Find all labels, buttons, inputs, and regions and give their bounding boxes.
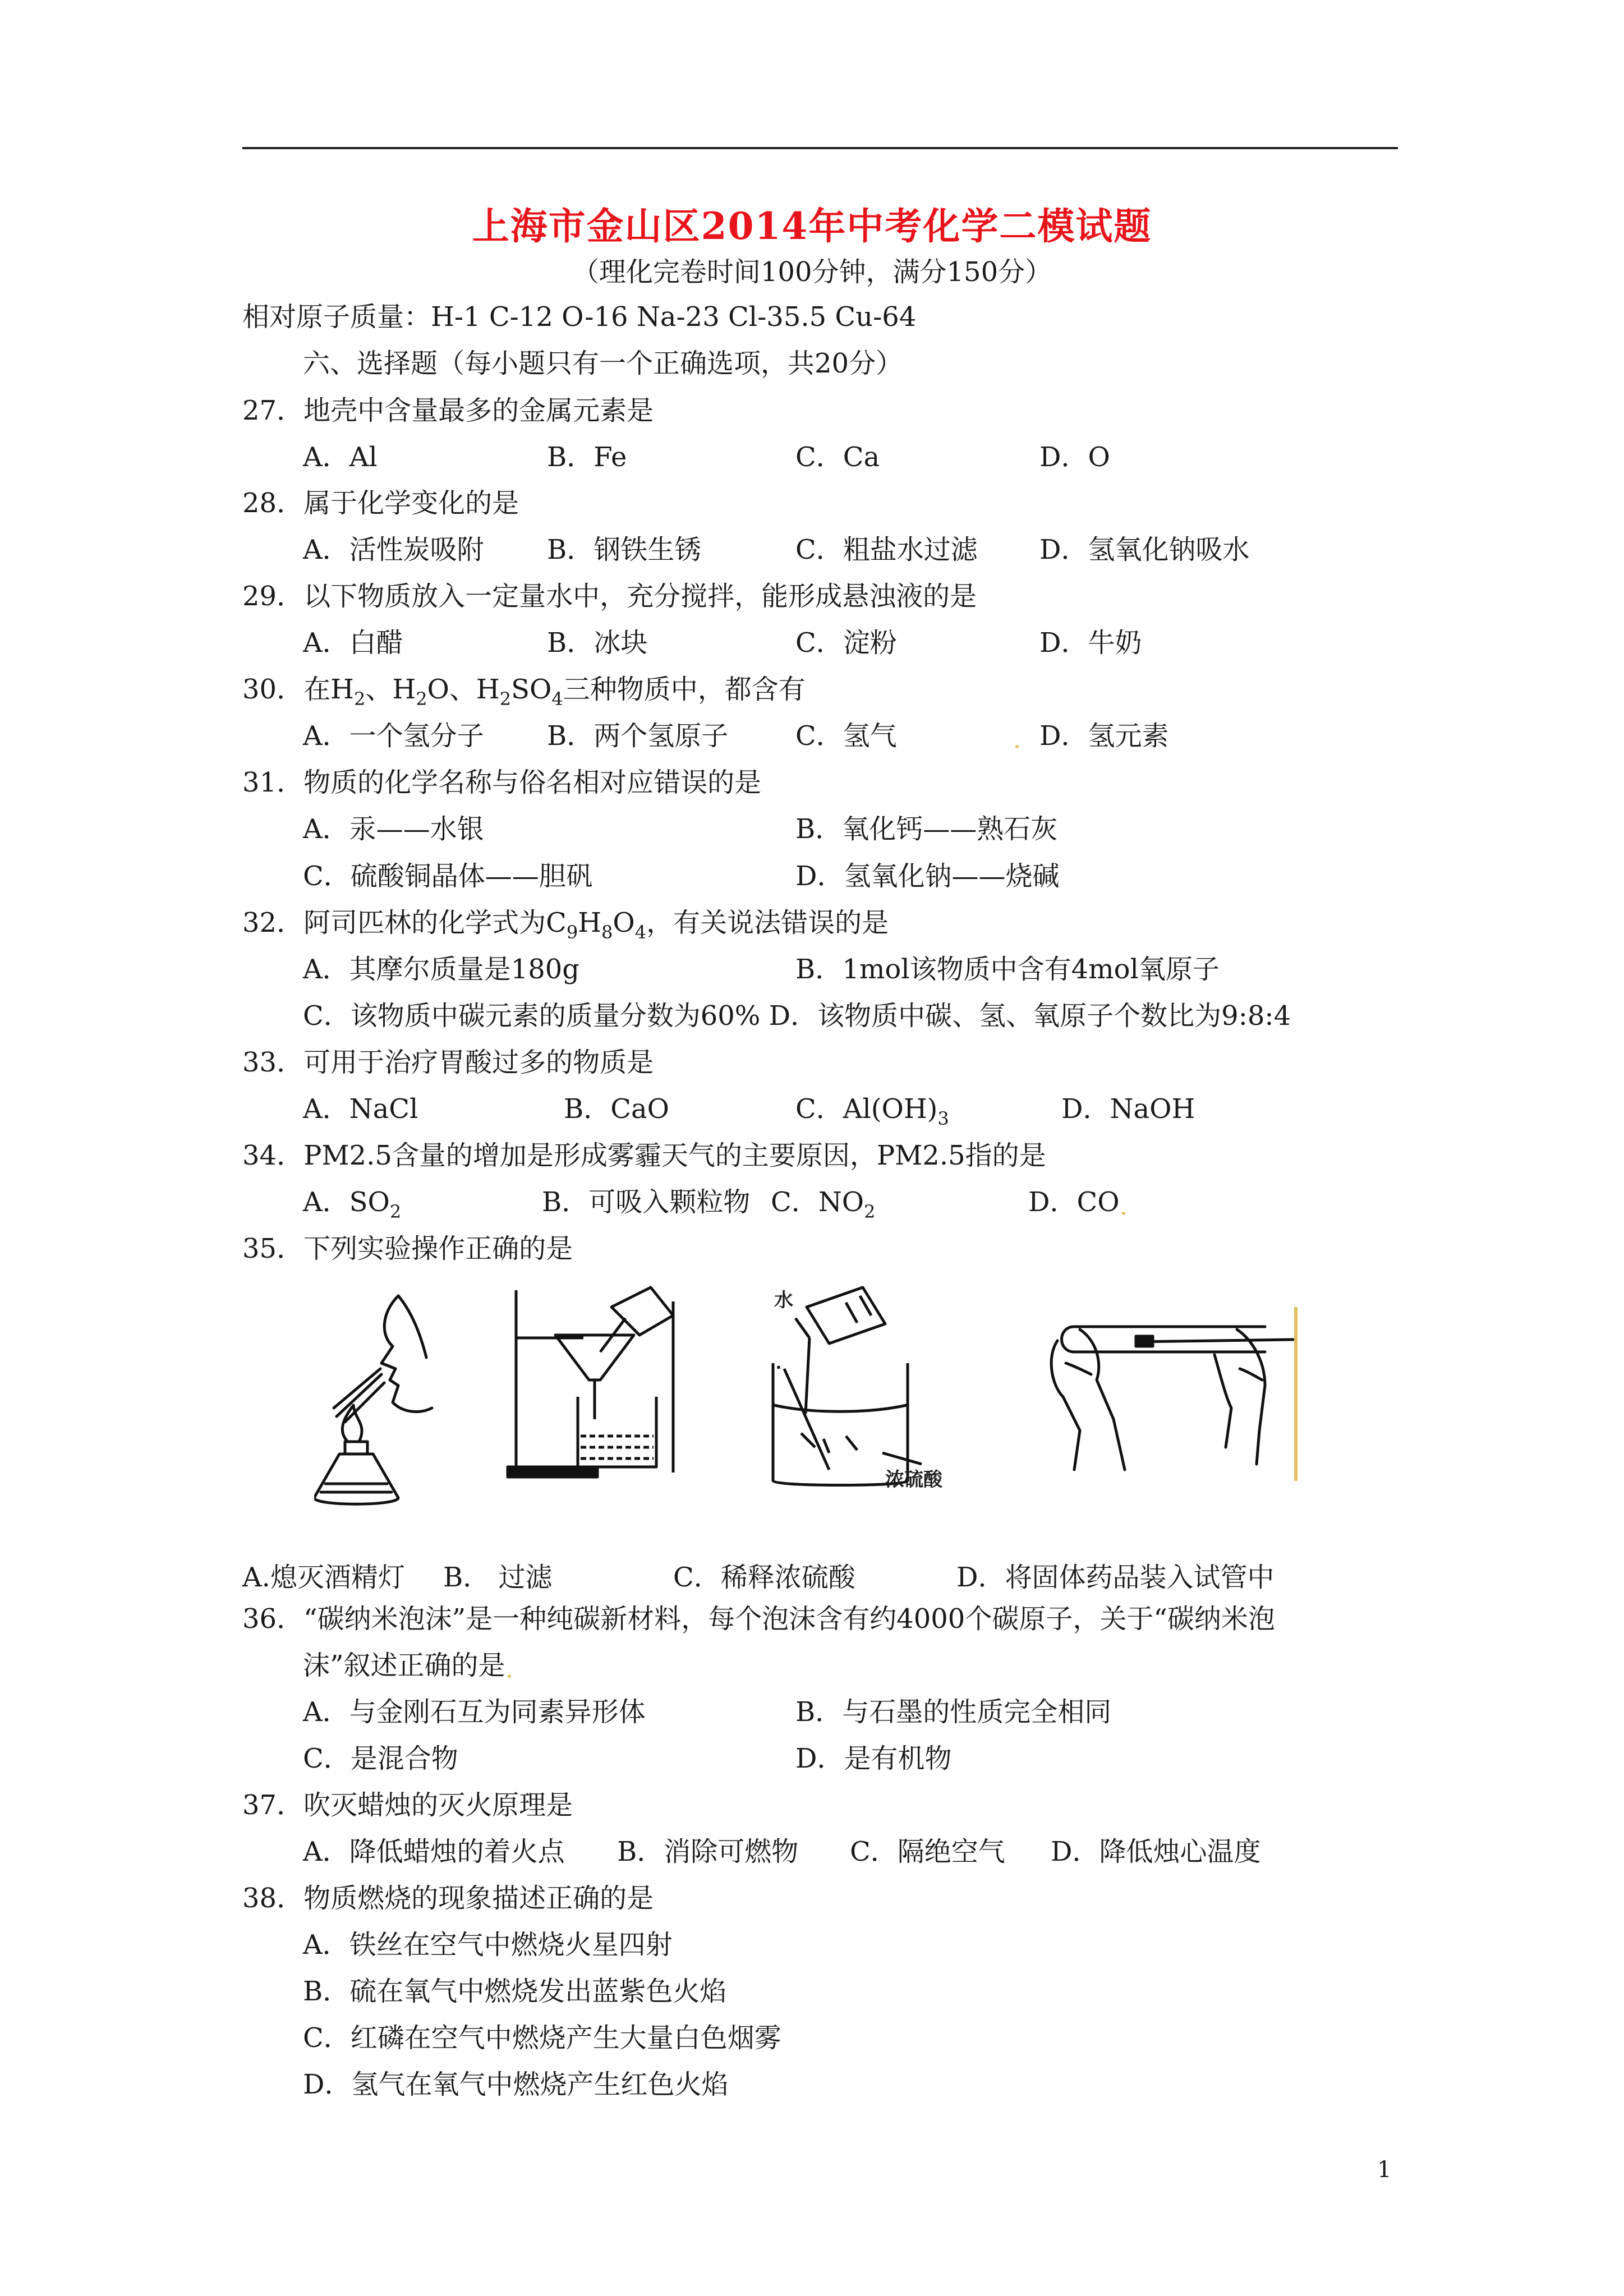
- label-concentrated-acid: 浓硫酸: [885, 1469, 942, 1491]
- q37-option-d: D．降低烛心温度: [1051, 1836, 1261, 1867]
- q33-option-c: [795, 1092, 949, 1135]
- question-33-stem: 33．可用于治疗胃酸过多的物质是: [242, 1047, 654, 1078]
- q32-options-cd: C．该物质中碳元素的质量分数为60% D．该物质中碳、氢、氧原子个数比为9:8:4: [303, 1000, 1291, 1032]
- q32-option-a: A．其摩尔质量是180g: [303, 954, 580, 985]
- question-29-stem: 29．以下物质放入一定量水中，充分搅拌，能形成悬浊液的是: [242, 581, 977, 612]
- scan-mark: [1122, 1212, 1125, 1215]
- question-28-stem: 28．属于化学变化的是: [242, 487, 519, 519]
- q38-option-b: B．硫在氧气中燃烧发出蓝紫色火焰: [303, 1976, 727, 2007]
- q33-option-c-text: C．Al(OH): [795, 1093, 938, 1125]
- q34-option-b: B．可吸入颗粒物: [542, 1186, 751, 1218]
- q37-option-b: B．消除可燃物: [617, 1836, 799, 1867]
- q35-option-a: A.熄灭酒精灯: [242, 1562, 405, 1593]
- scan-mark: [1015, 745, 1019, 748]
- label-water: 水: [774, 1289, 793, 1312]
- atomic-mass-line: 相对原子质量：H-1 C-12 O-16 Na-23 Cl-35.5 Cu-64: [242, 301, 917, 333]
- page-number: 1: [1377, 2157, 1392, 2183]
- exam-subtitle: （理化完卷时间100分钟，满分150分）: [572, 256, 1052, 288]
- q29-option-b: B．冰块: [547, 627, 648, 659]
- question-32-stem: [242, 906, 889, 949]
- question-36-stem-line2: 沫”叙述正确的是: [303, 1650, 505, 1681]
- q27-option-d: D．O: [1039, 441, 1110, 473]
- q31-option-d: D．氢氧化钠——烧碱: [795, 861, 1060, 892]
- q30-option-d: D．氢元素: [1039, 720, 1169, 752]
- q30-option-c: C．氢气: [795, 720, 897, 752]
- question-30-stem: [242, 673, 806, 716]
- q28-option-a: A．活性炭吸附: [303, 534, 484, 565]
- q36-option-b: B．与石墨的性质完全相同: [795, 1696, 1112, 1728]
- top-rule: [242, 147, 1398, 149]
- q38-option-d: D．氢气在氧气中燃烧产生红色火焰: [303, 2069, 729, 2100]
- scan-mark: [508, 1674, 511, 1678]
- q38-option-a: A．铁丝在空气中燃烧火星四射: [303, 1929, 673, 1961]
- q30-subscript: 2: [353, 688, 366, 710]
- q28-option-c: C．粗盐水过滤: [795, 534, 978, 565]
- q27-option-b: B．Fe: [547, 441, 627, 473]
- question-34-stem: 34．PM2.5含量的增加是形成雾霾天气的主要原因，PM2.5指的是: [242, 1140, 1046, 1171]
- figure-filtration: [505, 1285, 684, 1487]
- figure-test-tube: [1041, 1307, 1315, 1481]
- q36-option-c: C．是混合物: [303, 1743, 458, 1774]
- figure-dilute-acid: [762, 1285, 964, 1498]
- q34-subscript: 2: [864, 1201, 876, 1222]
- q34-option-a-text: A．SO: [303, 1186, 390, 1218]
- q35-option-d: D．将固体药品装入试管中: [956, 1562, 1275, 1593]
- section-heading: 六、选择题（每小题只有一个正确选项，共20分）: [303, 348, 903, 379]
- q33-subscript: 3: [937, 1108, 949, 1129]
- q35-option-b: B． 过滤: [443, 1562, 553, 1593]
- q29-option-c: C．淀粉: [795, 627, 897, 659]
- q32-stem-part: 32．阿司匹林的化学式为C: [242, 907, 567, 938]
- q30-subscript: 2: [499, 688, 512, 710]
- question-36-stem-line1: 36．“碳纳米泡沫”是一种纯碳新材料，每个泡沫含有约4000个碳原子，关于“碳纳米泡: [242, 1603, 1275, 1635]
- question-31-stem: 31．物质的化学名称与俗名相对应错误的是: [242, 767, 762, 798]
- q32-stem-part: O: [613, 907, 635, 938]
- q30-stem-part: 30．在H: [242, 674, 354, 705]
- q30-stem-part: SO: [511, 674, 552, 705]
- q32-stem-part: H: [578, 907, 602, 938]
- question-37-stem: 37．吹灭蜡烛的灭火原理是: [242, 1789, 573, 1821]
- q31-option-a: A．汞——水银: [303, 813, 484, 845]
- q30-option-b: B．两个氢原子: [547, 720, 729, 752]
- q38-option-c: C．红磷在空气中燃烧产生大量白色烟雾: [303, 2022, 781, 2054]
- q32-stem-part: ，有关说法错误的是: [646, 907, 889, 938]
- q27-option-c: C．Ca: [795, 441, 880, 473]
- q31-option-c: C．硫酸铜晶体——胆矾: [303, 861, 593, 892]
- q34-subscript: 2: [389, 1201, 402, 1222]
- q33-option-d: D．NaOH: [1061, 1093, 1195, 1125]
- question-38-stem: 38．物质燃烧的现象描述正确的是: [242, 1883, 654, 1914]
- figure-alcohol-lamp: [314, 1290, 460, 1515]
- q30-stem-part: 三种物质中，都含有: [563, 674, 806, 705]
- q30-option-a: A．一个氢分子: [303, 720, 484, 752]
- exam-title: 上海市金山区2014年中考化学二模试题: [472, 204, 1152, 248]
- q34-option-c: [771, 1185, 875, 1228]
- q30-subscript: 4: [551, 688, 563, 710]
- q37-option-a: A．降低蜡烛的着火点: [303, 1836, 565, 1867]
- q34-option-a: [303, 1185, 401, 1228]
- q29-option-a: A．白醋: [303, 627, 403, 659]
- q30-stem-part: O、H: [427, 674, 500, 705]
- q33-option-a: A．NaCl: [303, 1093, 418, 1125]
- question-27-stem: 27．地壳中含量最多的金属元素是: [242, 395, 654, 426]
- q36-option-d: D．是有机物: [795, 1743, 952, 1774]
- q32-subscript: 8: [601, 922, 613, 943]
- q33-option-b: B．CaO: [564, 1093, 669, 1125]
- q32-option-b: B．1mol该物质中含有4mol氧原子: [795, 954, 1220, 985]
- q27-option-a: A．Al: [303, 441, 378, 473]
- q29-option-d: D．牛奶: [1039, 627, 1142, 659]
- q37-option-c: C．隔绝空气: [850, 1836, 1005, 1867]
- q30-stem-part: 、H: [365, 674, 416, 705]
- q35-option-c: C．稀释浓硫酸: [673, 1562, 855, 1593]
- q31-option-b: B．氧化钙——熟石灰: [795, 813, 1058, 845]
- q34-option-d: D．CO: [1028, 1186, 1120, 1218]
- q28-option-b: B．钢铁生锈: [547, 534, 702, 565]
- q34-option-c-text: C．NO: [771, 1186, 864, 1218]
- q28-option-d: D．氢氧化钠吸水: [1039, 534, 1250, 565]
- q30-subscript: 2: [416, 688, 427, 710]
- q32-subscript: 9: [566, 922, 578, 943]
- q32-subscript: 4: [634, 922, 647, 943]
- question-35-stem: 35．下列实验操作正确的是: [242, 1233, 573, 1264]
- q36-option-a: A．与金刚石互为同素异形体: [303, 1696, 646, 1728]
